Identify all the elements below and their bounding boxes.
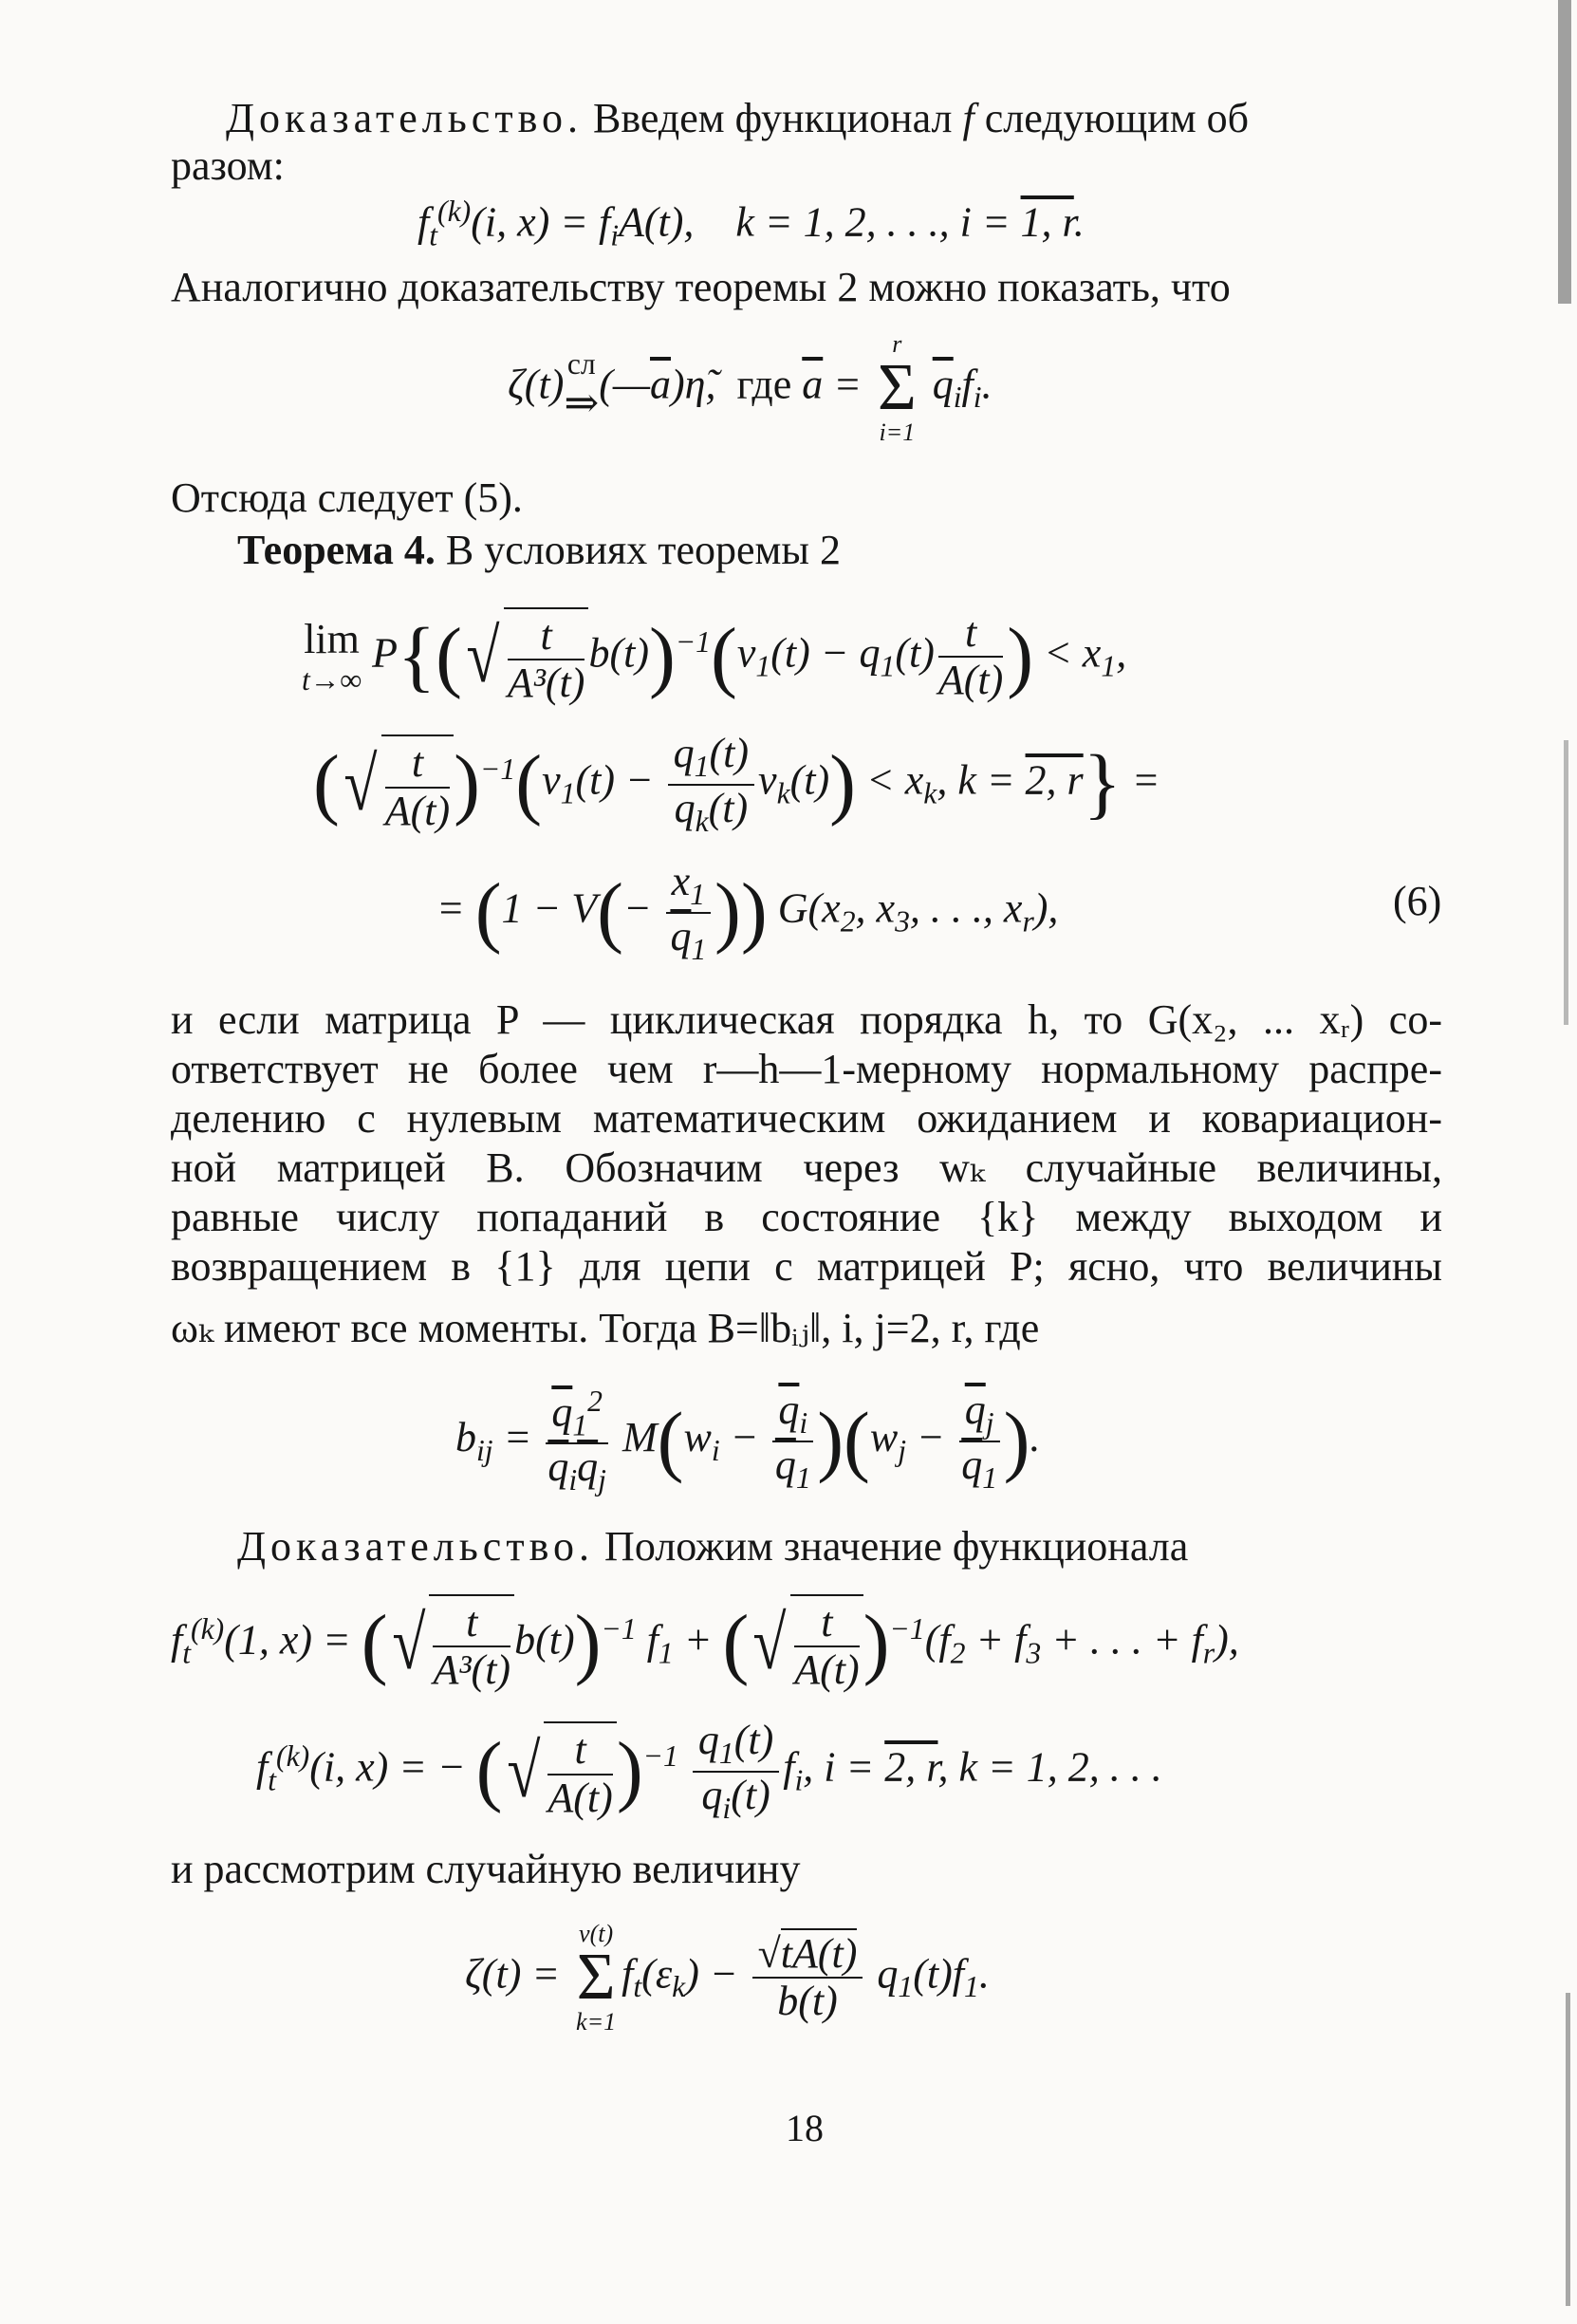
proof-2-text: Положим значение функционала <box>604 1523 1189 1570</box>
proof-2-label: Доказательство. <box>237 1523 595 1570</box>
functional-formula-2: $f_t^{(k)}(i$, x) = − ( √ $\frac{t}{A(t)}$ )$^{-1}$ $\frac{q_1(t)}{q_i(t)}$ $f_i$, i = 2, r, k = 1, 2, . . . <box>256 1717 1162 1825</box>
theorem-4 <box>237 527 841 575</box>
equation-number: (6) <box>1393 878 1442 924</box>
paragraph-line-3: делению с нулевым математическим ожиданием и ковариацион- <box>171 1095 1442 1142</box>
paragraph-line-2: ответствует не более чем r—h—1-мерному нормальному распре- <box>171 1046 1442 1092</box>
theorem-formula-line-2: ( √ $\frac{t}{A(t)}$ )$^{-1}(\nu_1(t)$ − $\frac{q_1(t)}{q_k(t)}$ $\nu_k(t)) < x_k$, k = 2, r} = <box>313 730 1160 838</box>
proof-label: Доказательство. <box>226 95 584 141</box>
paragraph-line-6: возвращением в {1} для цепи с матрицей P; ясно, что величины <box>171 1243 1442 1290</box>
proof-text: Введем функционал <box>593 95 953 141</box>
theorem-formula-line-1: lim t→∞ P{( √ $\frac{t}{\text{A³(t)}}$ $b(t))^{-1}(\nu_1(t) - q_1(t)$ $\frac{t}{A(t)}$ ) < $x_1$, <box>302 609 1127 707</box>
theorem-label: Теорема 4. <box>237 527 436 573</box>
equation-2: ζ(t) сл ⇒ $(—\overline{a})\etã$, где $\overline{a}$ = r Σ i=1 $\overline{q}_if_i$. <box>508 330 993 446</box>
zeta-formula: ζ(t) = ν(t) Σ k=1 $f_t(\varepsilon_k)$ − $\frac{√tA(t)}{b(t)}$ $q_1(t)f_1$. <box>465 1920 990 2036</box>
scan-edge-mark-2 <box>1564 740 1568 1025</box>
scan-edge-mark-3 <box>1566 1993 1570 2306</box>
paragraph-analog: Аналогично доказательству теоремы 2 можно показать, что <box>171 264 1231 310</box>
paragraph-follows: Отсюда следует (5). <box>171 474 523 521</box>
proof-text-2: следующим об <box>984 95 1250 141</box>
theorem-text: В условиях теоремы 2 <box>445 527 841 573</box>
paragraph-line-4: ной матрицей B. Обозначим через wₖ случайные величины, <box>171 1144 1442 1191</box>
functional-formula-1: $f_t^{(k)}(1$, x) = ( √ $\frac{t}{\text{A³(t)}}$ b(t))$^{-1}$ $f_1$ + ( √ $\frac{t}{A(t)}$ )$^{-1}(f_2 + f_3$ + . . . + $f_r$), <box>171 1594 1239 1694</box>
paragraph-line-1: и если матрица P — циклическая порядка h, то G(x₂, ... xᵣ) со- <box>171 996 1442 1043</box>
paragraph-line-5: равные числу попаданий в состояние {k} между выходом и <box>171 1194 1442 1240</box>
page-number: 18 <box>786 2107 824 2149</box>
paragraph-consider: и рассмотрим случайную величину <box>171 1846 801 1892</box>
scan-edge-mark <box>1558 0 1571 304</box>
proof-line-1: Доказательство. Введем функционал f следующим об <box>226 95 1250 141</box>
proof-2-line <box>237 1523 1188 1571</box>
covariance-formula: $b_{ij}$ = $\overline{q}_1^2$ $\overline{q}_i\overline{q}_j$ $M(w_i$ − $\frac{\overline{q}_i}{\overline{q}_1}$ )($w_j$ − $\frac{\overline{q}_j}{\overline{q}_1}$ ). <box>455 1385 1041 1497</box>
proof-line-2: разом: <box>171 142 285 189</box>
equation-1: $f_t^{(k)}(i$, $x) = f_iA(t)$, k = 1, 2, . . ., i = 1, r. <box>417 195 1085 252</box>
paragraph-line-7: ωₖ имеют все моменты. Тогда B=‖bᵢⱼ‖, i, j=2, r, где <box>171 1305 1040 1351</box>
theorem-formula-line-3: = (1 − V(− $\frac{x_1}{\overline{q}_1}$ )) $G(x_2$, $x_3$, . . ., $x_r$), <box>436 858 1059 966</box>
